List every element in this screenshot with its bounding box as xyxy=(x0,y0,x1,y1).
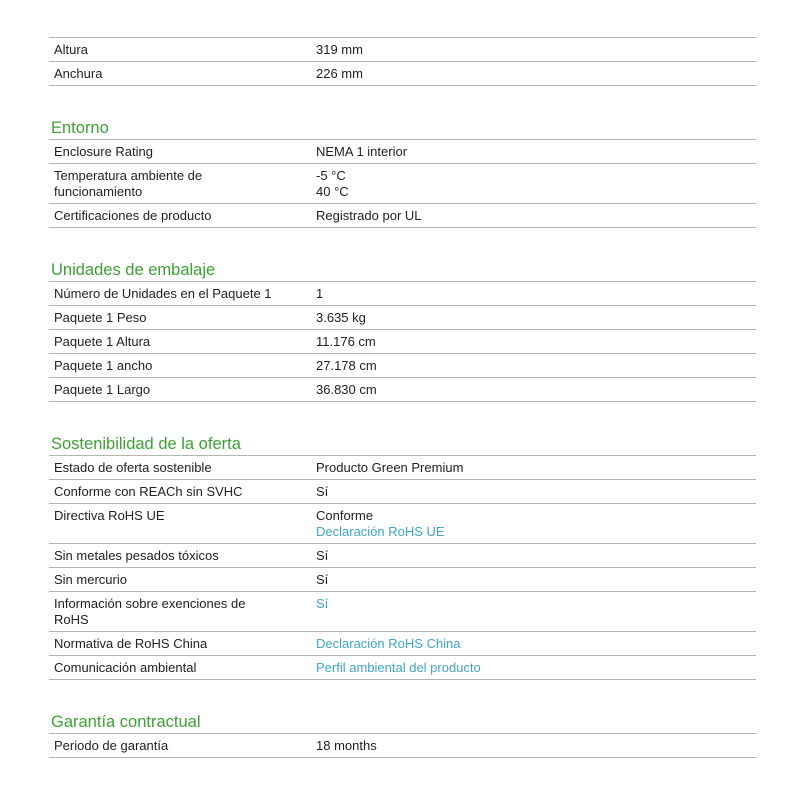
spec-section xyxy=(49,118,756,228)
row-value xyxy=(312,38,756,61)
row-label: Paquete 1 Peso xyxy=(54,310,147,325)
table-row xyxy=(49,456,756,480)
value-text: 3.635 kg xyxy=(316,310,366,325)
table-row xyxy=(49,204,756,228)
row-label: Número de Unidades en el Paquete 1 xyxy=(54,286,272,301)
row-label: Comunicación ambiental xyxy=(54,660,197,675)
row-value xyxy=(312,164,756,203)
table-row xyxy=(49,38,756,62)
row-value xyxy=(312,282,756,305)
table-row xyxy=(49,504,756,544)
value-link[interactable]: Sí xyxy=(316,596,329,611)
row-value xyxy=(312,378,756,401)
row-label: Certificaciones de producto xyxy=(54,208,212,223)
row-value xyxy=(312,632,756,655)
value-text: Registrado por UL xyxy=(316,208,422,223)
row-label: Estado de oferta sostenible xyxy=(54,460,212,475)
value-text: 319 mm xyxy=(316,42,363,57)
value-link[interactable]: Declaración RoHS UE xyxy=(316,524,445,539)
spec-table xyxy=(49,37,756,86)
section-title: Garantía contractual xyxy=(51,713,201,731)
section-title: Sostenibilidad de la oferta xyxy=(51,435,241,453)
value-text: -5 °C xyxy=(316,168,346,183)
row-label: Anchura xyxy=(54,66,103,81)
table-row xyxy=(49,480,756,504)
table-row xyxy=(49,330,756,354)
table-row xyxy=(49,568,756,592)
row-label: Sin mercurio xyxy=(54,572,127,587)
spec-table xyxy=(49,281,756,402)
row-label: Enclosure Rating xyxy=(54,144,153,159)
section-title: Unidades de embalaje xyxy=(51,261,216,279)
spec-section xyxy=(49,37,756,86)
row-value xyxy=(312,592,756,631)
table-row xyxy=(49,378,756,402)
value-text: Sí xyxy=(316,572,329,587)
value-text: 40 °C xyxy=(316,184,349,199)
value-text: 18 months xyxy=(316,738,377,753)
row-label: Conforme con REACh sin SVHC xyxy=(54,484,243,499)
spec-section xyxy=(49,260,756,402)
row-value xyxy=(312,734,756,757)
spec-table xyxy=(49,455,756,680)
value-text: 1 xyxy=(316,286,324,301)
row-label: Información sobre exenciones de RoHS xyxy=(54,596,246,627)
table-row xyxy=(49,354,756,378)
spec-sheet xyxy=(49,37,756,758)
row-value xyxy=(312,62,756,85)
spec-section xyxy=(49,434,756,680)
row-label: Directiva RoHS UE xyxy=(54,508,165,523)
row-value xyxy=(312,568,756,591)
row-value xyxy=(312,330,756,353)
value-text: Conforme xyxy=(316,508,374,523)
value-link[interactable]: Declaración RoHS China xyxy=(316,636,461,651)
row-label: Normativa de RoHS China xyxy=(54,636,208,651)
table-row xyxy=(49,734,756,758)
value-text: Sí xyxy=(316,484,329,499)
row-label: Paquete 1 Largo xyxy=(54,382,151,397)
row-value xyxy=(312,204,756,227)
value-text: 226 mm xyxy=(316,66,363,81)
row-value xyxy=(312,354,756,377)
section-title: Entorno xyxy=(51,119,109,137)
table-row xyxy=(49,632,756,656)
spec-section xyxy=(49,712,756,758)
table-row xyxy=(49,656,756,680)
table-row xyxy=(49,592,756,632)
row-value xyxy=(312,140,756,163)
table-row xyxy=(49,140,756,164)
table-row xyxy=(49,544,756,568)
row-label: Altura xyxy=(54,42,88,57)
row-value xyxy=(312,456,756,479)
table-row xyxy=(49,282,756,306)
row-label: Sin metales pesados tóxicos xyxy=(54,548,219,563)
row-value xyxy=(312,306,756,329)
value-text: Sí xyxy=(316,548,329,563)
value-text: 27.178 cm xyxy=(316,358,377,373)
table-row xyxy=(49,306,756,330)
table-row xyxy=(49,62,756,86)
row-value xyxy=(312,656,756,679)
spec-table xyxy=(49,733,756,758)
row-label: Paquete 1 Altura xyxy=(54,334,151,349)
row-label: Temperatura ambiente de funcionamiento xyxy=(54,168,203,199)
value-link[interactable]: Perfil ambiental del producto xyxy=(316,660,481,675)
row-value xyxy=(312,504,756,543)
value-text: 36.830 cm xyxy=(316,382,377,397)
row-label: Periodo de garantía xyxy=(54,738,169,753)
spec-table xyxy=(49,139,756,228)
value-text: NEMA 1 interior xyxy=(316,144,408,159)
row-label: Paquete 1 ancho xyxy=(54,358,153,373)
row-value xyxy=(312,480,756,503)
value-text: Producto Green Premium xyxy=(316,460,464,475)
value-text: 11.176 cm xyxy=(316,334,376,349)
row-value xyxy=(312,544,756,567)
table-row xyxy=(49,164,756,204)
